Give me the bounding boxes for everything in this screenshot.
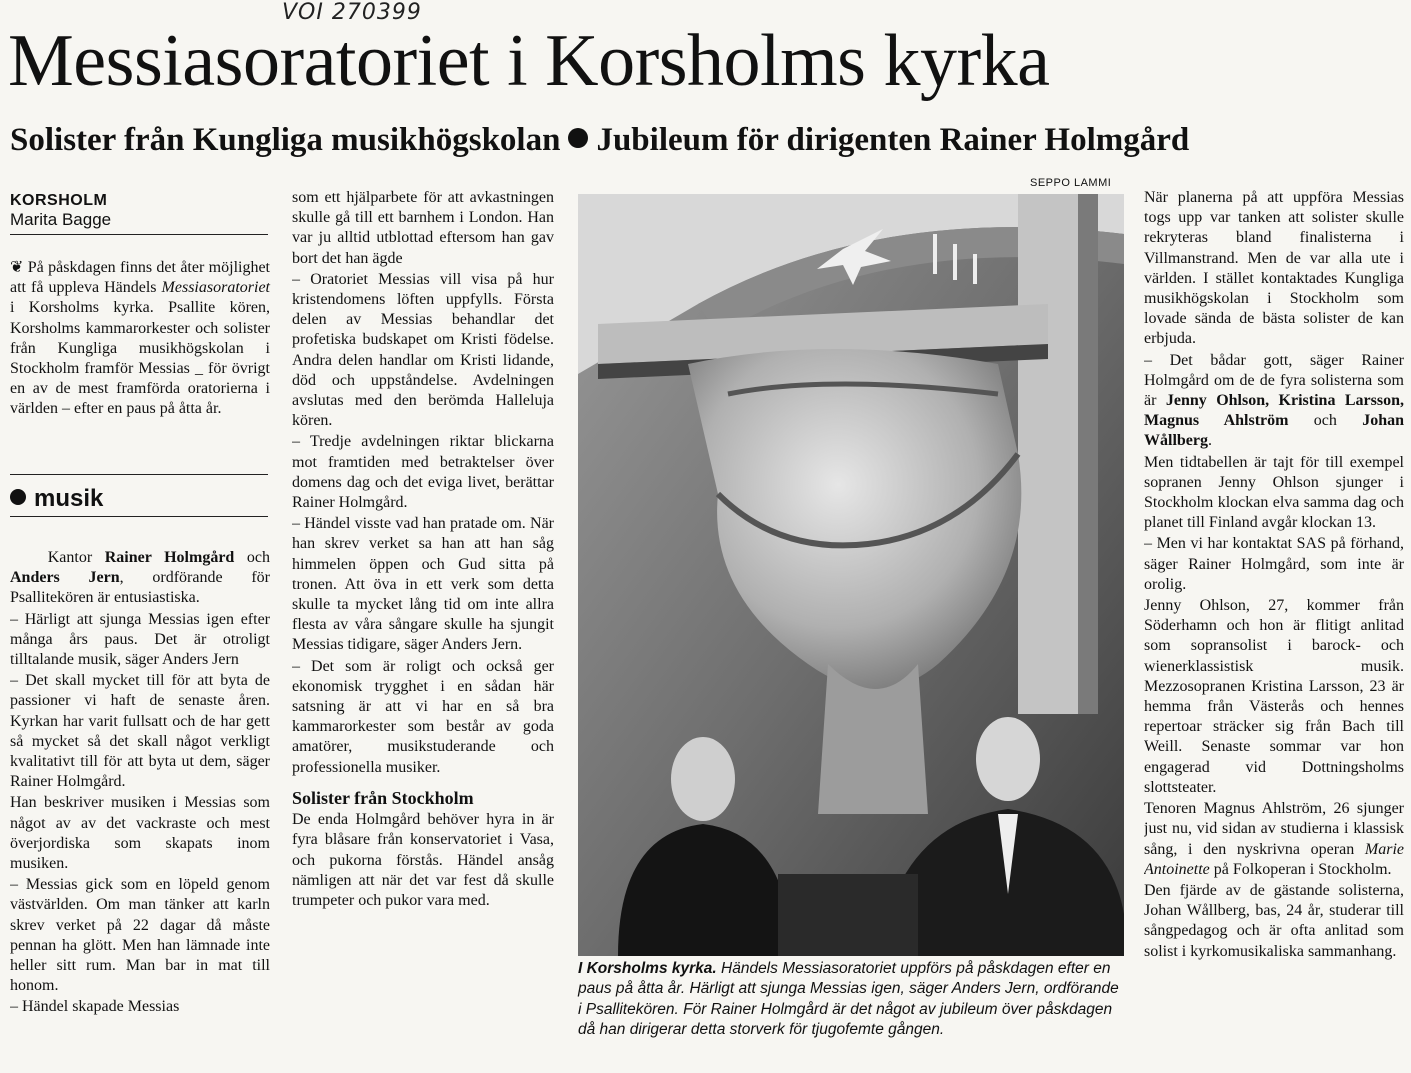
bullet-icon: [10, 489, 26, 505]
paragraph: Den fjärde av de gästande solisterna, Johan Wållberg, bas, 24 år, studerar till sångpedagog och är ofta anlitad som solist i kyrkomusikaliska sammanhang.: [1144, 881, 1404, 960]
caption-text: Händels Messiasoratoriet uppförs på påskdagen efter en paus på åtta år. Härligt att sjunga Messias igen, säger Anders Jern, ordförande i Psallitekören. För Rainer Holmgård är det något av jubileum över påskdagen då han dirigerar detta storverk för tjugofemte gången.: [578, 960, 1119, 1039]
intro-marker-icon: ❦: [10, 259, 28, 276]
paragraph: – Det bådar gott, säger Rainer Holmgård om de de fyra solisterna som är Jenny Ohlson, Kristina Larsson, Magnus Ahlström och Johan Wållberg.: [1144, 351, 1404, 450]
paragraph: – Tredje avdelningen riktar blickarna mot framtiden med betraktelser över domens dag och det eviga livet, berättar Rainer Holmgård.: [292, 433, 554, 512]
photo-illustration: [578, 194, 1124, 956]
dateline: [10, 192, 270, 230]
photo-caption: [578, 959, 1126, 1041]
paragraph: Han beskriver musiken i Messias som något av av det vackraste och mest överjordiska som skapats inom musiken.: [10, 794, 270, 873]
divider: [10, 474, 268, 475]
paragraph: som ett hjälparbete för att avkastningen skulle gå till ett barnhem i London. Han var ju alltid utblottad eftersom han gav bort det han ägde: [292, 189, 554, 267]
paragraph: – Härligt att sjunga Messias igen efter många års paus. Det är otroligt tilltalande musik, säger Anders Jern: [10, 610, 270, 669]
paragraph: – Händel skapade Messias: [10, 998, 180, 1016]
intro-italic: Messiasoratoriet: [161, 279, 270, 297]
intro-text: På påskdagen finns det åter möjlighet att få uppleva Händels: [10, 259, 270, 297]
byline-author: Marita Bagge: [10, 210, 112, 229]
subheadline: [10, 118, 1410, 162]
kicker-label: musik: [34, 485, 104, 512]
paragraph: Men tidtabellen är tajt för till exempel sopranen Jenny Ohlson sjunger i Stockholm klockan elva samma dag och planet till Finland avgår klockan 13.: [1144, 453, 1404, 532]
headline: Messiasoratoriet i Korsholms kyrka: [8, 20, 1050, 102]
intro-text-end: i Korsholms kyrka. Psallite kören, Korsholms kammarorkester och solister från Kungliga musikhögskolan i Stockholm framför Messias _ för övrigt en av de mest framförda oratorierna i världen – efter en paus på åtta år.: [10, 299, 270, 418]
article-column-2: [292, 188, 554, 1063]
divider: [10, 516, 268, 517]
church-pulpit-photo: [578, 194, 1124, 956]
divider: [10, 234, 268, 235]
caption-lead: I Korsholms kyrka.: [578, 960, 717, 977]
subhead-part-1: Solister från Kungliga musikhögskolan: [10, 122, 561, 158]
paragraph: Kantor Rainer Holmgård och Anders Jern, ordförande för Psallitekören är entusiastiska.: [10, 549, 270, 607]
dateline-place: KORSHOLM: [10, 192, 108, 209]
paragraph: – Oratoriet Messias vill visa på hur kristendomens löften uppfylls. Första delen av Messias behandlar det profetiska budskapet om Kristi födelse. Andra delen handlar om Kristi lidande, död och uppståndelse. Avdelningen avslutas med den berömda Halleluja kören.: [292, 270, 554, 430]
paragraph: – Det som är roligt och också ger ekonomisk trygghet i en sådan här satsning är att vi har en så bra kammarorkester som består av goda amatörer, musikstuderande och professionella musiker.: [292, 657, 554, 776]
paragraph: – Men vi har kontaktat SAS på förhand, säger Rainer Holmgård, som inte är orolig.: [1144, 535, 1404, 593]
article-column-4: [1144, 188, 1404, 1063]
handwritten-note: VOI 270399: [282, 0, 422, 25]
paragraph: Jenny Ohlson, 27, kommer från Söderhamn och hon är flitigt anlitad som sopransolist i barock- och wienerklassistisk musik. Mezzosopranen Kristina Larsson, 23 är hemma från Västerås och hennes repertoar sträcker sig från Bach till Weill. Senaste sommar var hon engagerad vid Dottningsholms slottsteater.: [1144, 597, 1404, 796]
paragraph: – Händel visste vad han pratade om. När han skrev verket sa han att han såg himmelen öppen och Gud sitta på tronen. Att öva in ett verk som detta skulle ta mycket lång tid om inte allra flesta av våra sångare skulle ha sjungit Messias tidigare, säger Anders Jern.: [292, 515, 554, 654]
paragraph: Tenoren Magnus Ahlström, 26 sjunger just nu, vid sidan av studierna i klassisk sång, i den nyskrivna operan Marie Antoinette på Folkoperan i Stockholm.: [1144, 800, 1404, 878]
bullet-icon: [568, 128, 588, 148]
section-kicker: [10, 484, 270, 514]
intro-paragraph: [10, 258, 270, 420]
paragraph: De enda Holmgård behöver hyra in är fyra blåsare från konservatoriet i Vasa, och pukorna förstås. Händel ansåg nämligen att när det var fest då skulle trumpeter och pukor vara med.: [292, 811, 554, 909]
paragraph: När planerna på att uppföra Messias togs upp var tanken att solister skulle rekryteras bland finalisterna i Villmanstrand. Men de var alla ute i världen. I stället kontaktades Kungliga musikhögskolan i Stockholm som lovade sända de bästa solister de kan erbjuda.: [1144, 189, 1404, 348]
paragraph: – Messias gick som en löpeld genom västvärlden. Om man tänker att karln skrev verket på 22 dagar då måste pennan ha glött. Men han lämnade inte heller sitt rum. Man bar in mat till honom.: [10, 876, 270, 995]
subhead-part-2: Jubileum för dirigenten Rainer Holmgård: [596, 122, 1190, 158]
section-subheading: Solister från Stockholm: [292, 787, 474, 808]
paragraph: – Det skall mycket till för att byta de passioner vi haft de senaste åren. Kyrkan har varit fullsatt och de har gett så mycket så det skall något verkligt kvalitativt till för att byta ut dem, säger Rainer Holmgård.: [10, 672, 270, 791]
article-column-1: [10, 548, 270, 1063]
photo-credit: SEPPO LAMMI: [1030, 177, 1112, 189]
